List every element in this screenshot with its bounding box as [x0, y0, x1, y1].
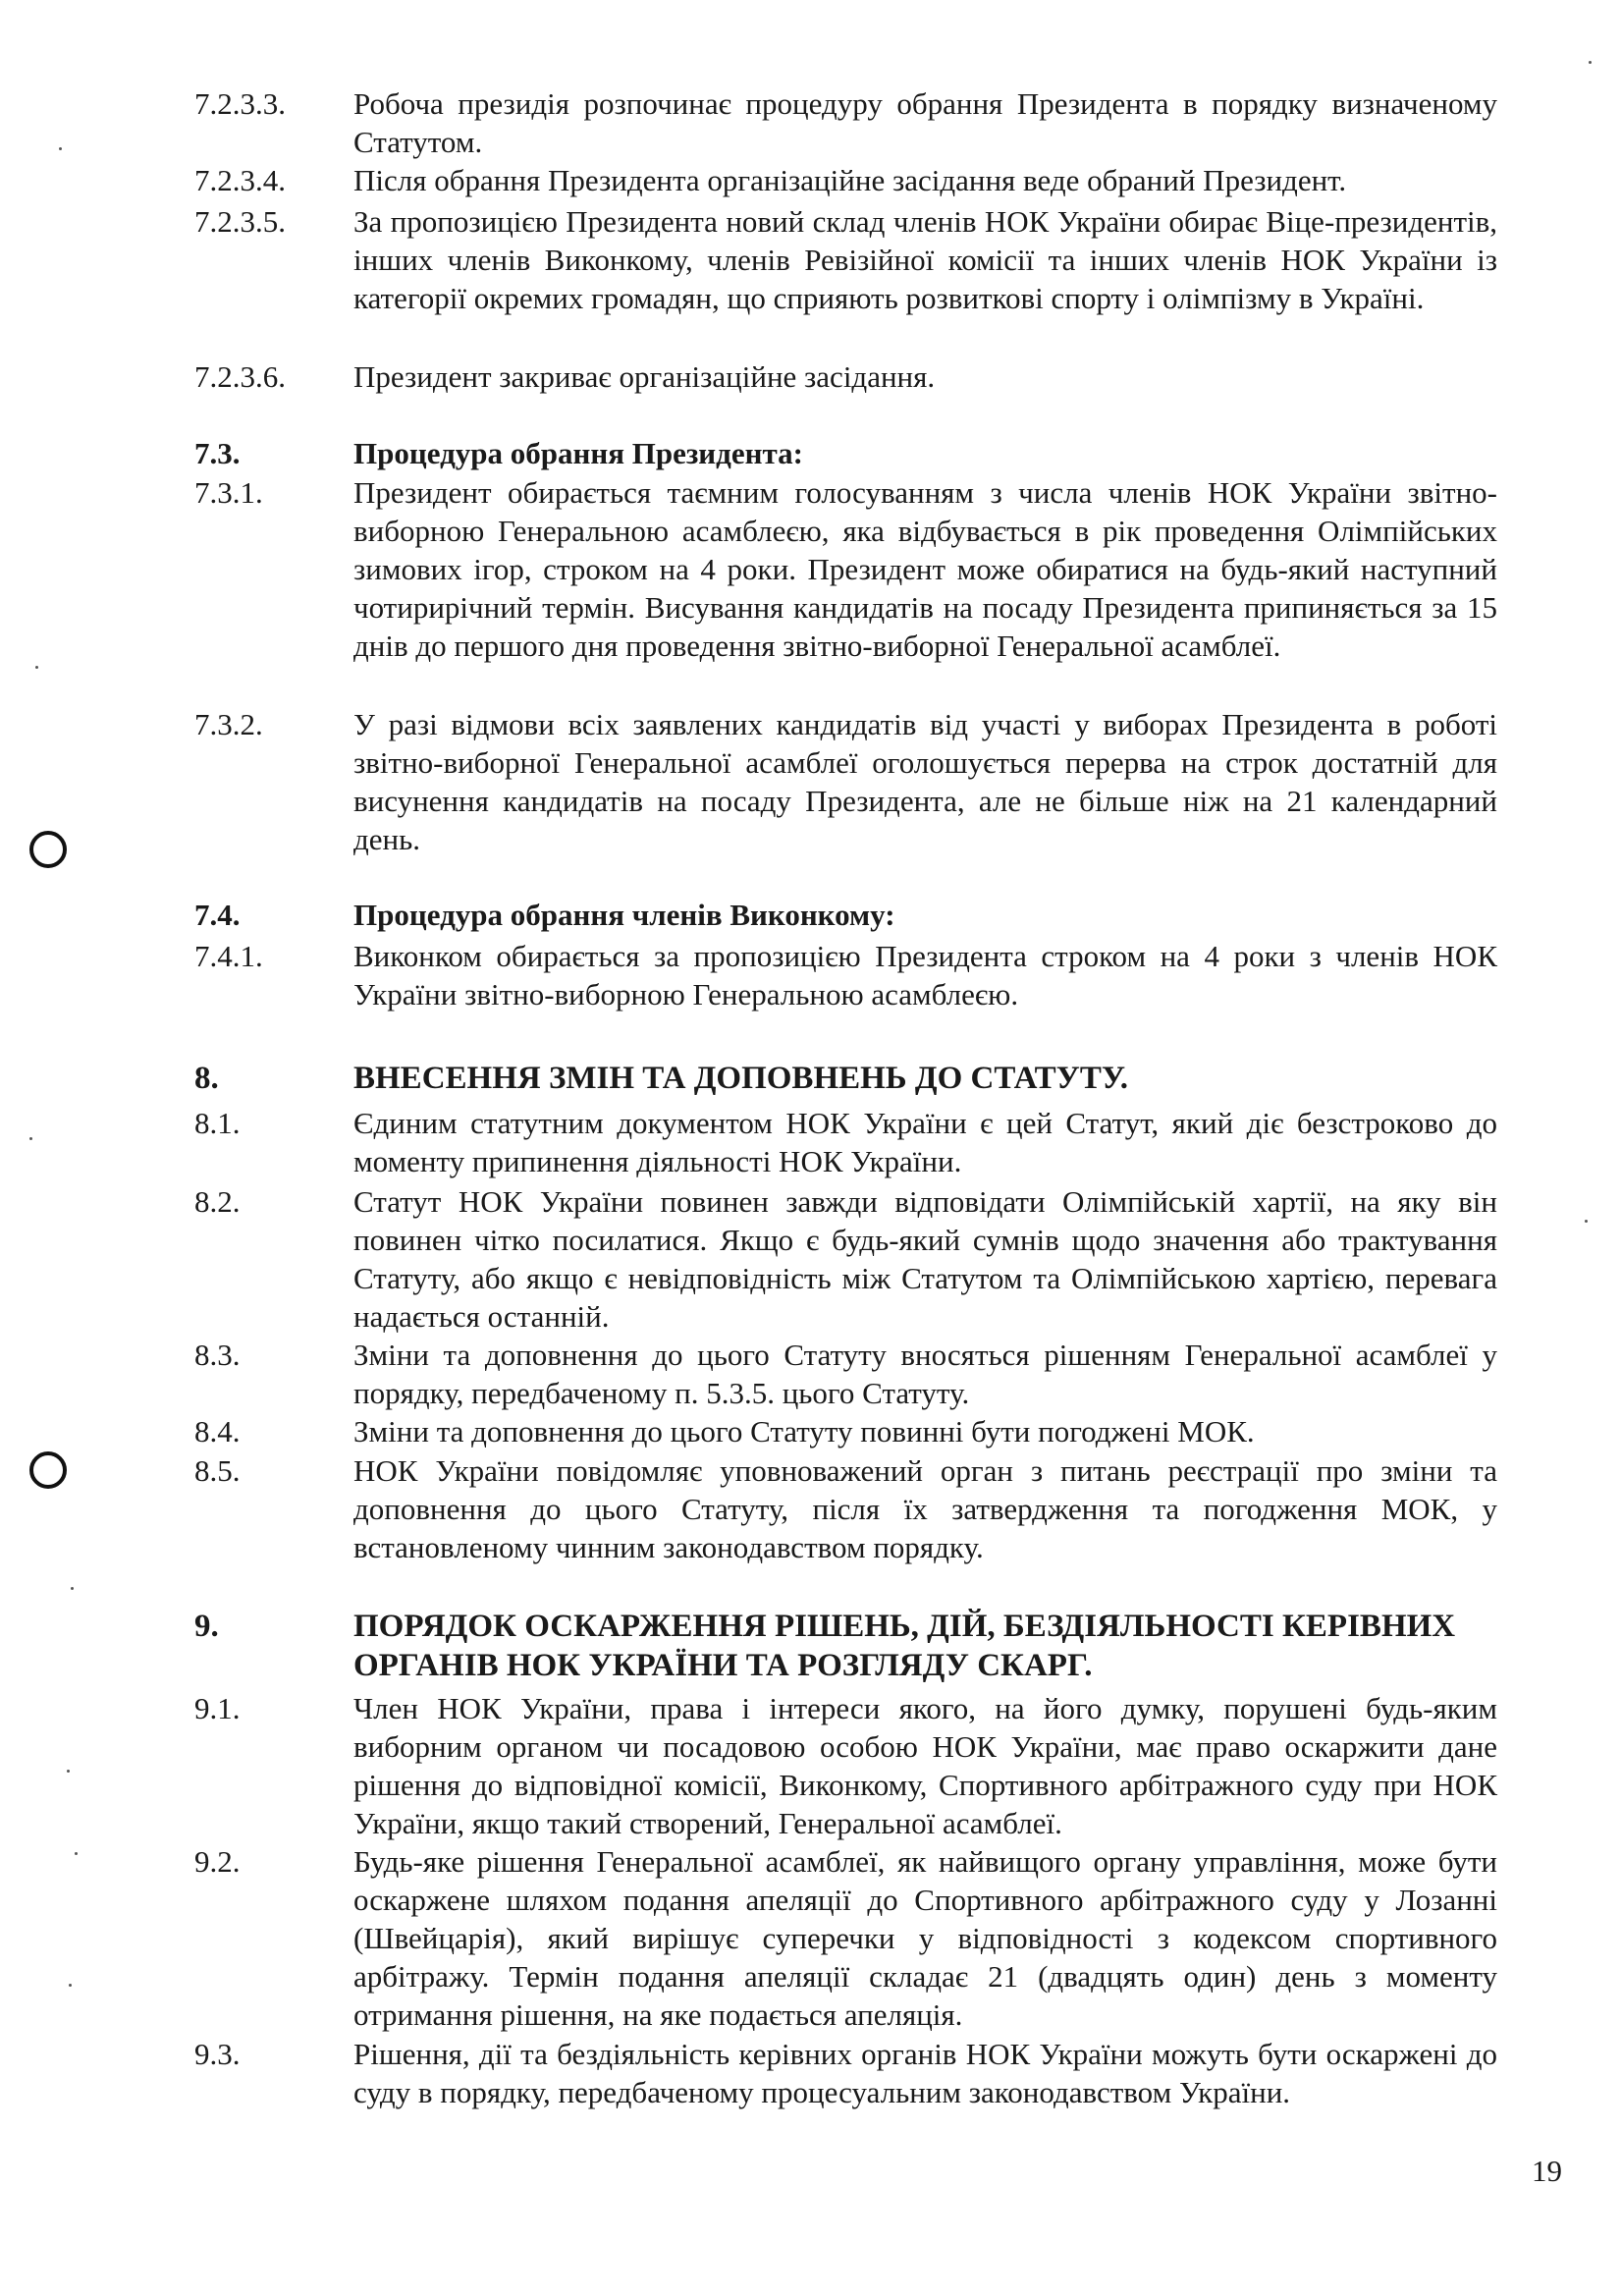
clause-8-4 [194, 1412, 1510, 1450]
clause-text: За пропозицією Президента новий склад членів НОК України обирає Віце-президентів, інших членів Виконкому, членів Ревізійної комісії та інших членів НОК України із категорії окремих громадян, що сприяють розвиткові спорту і олімпізму в Україні. [353, 204, 1497, 315]
subsection-title: Процедура обрання Президента: [353, 436, 803, 470]
clause-text: У разі відмови всіх заявлених кандидатів від участі у виборах Президента в роботі звітно-виборної Генеральної асамблеї оголошується перерва на строк достатній для висунення кандидатів на посаду Президента, але не більше ніж на 21 календарний день. [353, 707, 1497, 856]
clause-text: НОК України повідомляє уповноважений орган з питань реєстрації про зміни та доповнення до цього Статуту, після їх затвердження та погодження МОК, у встановленому чинним законодавством порядку. [353, 1453, 1497, 1564]
subsection-number: 7.4. [194, 898, 241, 932]
clause-number: 9.1. [194, 1691, 241, 1725]
clause-number: 8.4. [194, 1414, 241, 1449]
clause-number: 9.2. [194, 1844, 241, 1879]
clause-text: Зміни та доповнення до цього Статуту вносяться рішенням Генеральної асамблеї у порядку, передбаченому п. 5.3.5. цього Статуту. [353, 1338, 1497, 1410]
clause-7-3-2 [194, 705, 1510, 858]
clause-text: Член НОК України, права і інтереси якого, на його думку, порушені будь-яким виборним органом чи посадовою особою НОК України, має право оскаржити дане рішення до відповідної комісії, Виконкому, Спортивного арбітражного суду при НОК України, якщо такий створений, Генеральної асамблеї. [353, 1691, 1497, 1840]
clause-number: 7.4.1. [194, 939, 263, 973]
clause-text: Єдиним статутним документом НОК України є цей Статут, який діє безстроково до моменту припинення діяльності НОК України. [353, 1106, 1497, 1178]
section-9-heading [194, 1607, 1510, 1685]
clause-text: Після обрання Президента організаційне засідання веде обраний Президент. [353, 163, 1347, 197]
clause-number: 7.3.2. [194, 707, 263, 741]
clause-8-1 [194, 1104, 1510, 1180]
clause-number: 8.1. [194, 1106, 241, 1140]
clause-number: 7.2.3.5. [194, 204, 286, 239]
clause-text: Президент обирається таємним голосуванням з числа членів НОК України звітно-виборною Генеральною асамблеєю, яка відбувається в рік проведення Олімпійських зимових ігор, строком на 4 роки. Президент може обиратися на будь-який наступний чотирирічний термін. Висування кандидатів на посаду Президента припиняється за 15 днів до першого дня проведення звітно-виборної Генеральної асамблеї. [353, 475, 1497, 663]
clause-number: 7.2.3.3. [194, 86, 286, 121]
subsection-title: Процедура обрання членів Виконкому: [353, 898, 895, 932]
clause-number: 7.2.3.6. [194, 359, 286, 394]
section-8-heading [194, 1059, 1510, 1098]
clause-7-2-3-6 [194, 357, 1510, 396]
clause-7-4-1 [194, 937, 1510, 1013]
clause-text: Виконком обирається за пропозицією Президента строком на 4 роки з членів НОК України звітно-виборною Генеральною асамблеєю. [353, 939, 1497, 1011]
clause-9-1 [194, 1689, 1510, 1842]
section-number: 8. [194, 1061, 219, 1096]
scan-speck [69, 1984, 72, 1987]
clause-text: Президент закриває організаційне засідання. [353, 359, 936, 394]
clause-8-3 [194, 1336, 1510, 1412]
scan-speck [75, 1852, 78, 1855]
clause-number: 8.3. [194, 1338, 241, 1372]
clause-7-2-3-4 [194, 161, 1510, 199]
subsection-number: 7.3. [194, 436, 241, 470]
clause-8-2 [194, 1182, 1510, 1336]
scan-speck [1585, 1220, 1588, 1223]
scan-speck [59, 147, 62, 150]
clause-text: Зміни та доповнення до цього Статуту повинні бути погоджені МОК. [353, 1414, 1255, 1449]
clause-8-5 [194, 1451, 1510, 1566]
page-number: 19 [1532, 2154, 1562, 2188]
clause-7-3-1 [194, 473, 1510, 665]
clause-9-2 [194, 1842, 1510, 2034]
scan-speck [29, 1137, 32, 1140]
clause-text: Будь-яке рішення Генеральної асамблеї, як найвищого органу управління, може бути оскаржене шляхом подання апеляції до Спортивного арбітражного суду у Лозанні (Швейцарія), який вирішує суперечки у відповідності з кодексом спортивного арбітражу. Термін подання апеляції складає 21 (двадцять один) день з моменту отримання рішення, на яке подається апеляція. [353, 1844, 1497, 2032]
subsection-7-4-heading [194, 896, 1510, 934]
clause-9-3 [194, 2035, 1510, 2111]
scan-speck [35, 666, 38, 669]
clause-7-2-3-5 [194, 202, 1510, 317]
section-number: 9. [194, 1609, 219, 1644]
subsection-7-3-heading [194, 434, 1510, 472]
section-title: ВНЕСЕННЯ ЗМІН ТА ДОПОВНЕНЬ ДО СТАТУТУ. [353, 1061, 1128, 1096]
clause-text: Робоча президія розпочинає процедуру обрання Президента в порядку визначеному Статутом. [353, 86, 1497, 159]
clause-number: 9.3. [194, 2037, 241, 2071]
clause-text: Рішення, дії та бездіяльність керівних органів НОК України можуть бути оскаржені до суду в порядку, передбаченому процесуальним законодавством України. [353, 2037, 1497, 2109]
clause-number: 7.3.1. [194, 475, 263, 510]
clause-number: 7.2.3.4. [194, 163, 286, 197]
clause-number: 8.5. [194, 1453, 241, 1488]
section-title: ПОРЯДОК ОСКАРЖЕННЯ РІШЕНЬ, ДІЙ, БЕЗДІЯЛЬНОСТІ КЕРІВНИХ ОРГАНІВ НОК УКРАЇНИ ТА РОЗГЛЯДУ СКАРГ. [353, 1609, 1456, 1683]
clause-text: Статут НОК України повинен завжди відповідати Олімпійській хартії, на яку він повинен чітко посилатися. Якщо є будь-який сумнів щодо значення або трактування Статуту, або якщо є невідповідність між Статутом та Олімпійською хартією, перевага надається останній. [353, 1184, 1497, 1334]
scan-speck [67, 1770, 70, 1773]
clause-number: 8.2. [194, 1184, 241, 1219]
clause-7-2-3-3 [194, 84, 1510, 161]
punch-hole-upper [29, 831, 67, 868]
scan-speck [1589, 61, 1592, 64]
punch-hole-lower [29, 1451, 67, 1489]
scan-speck [71, 1587, 74, 1590]
